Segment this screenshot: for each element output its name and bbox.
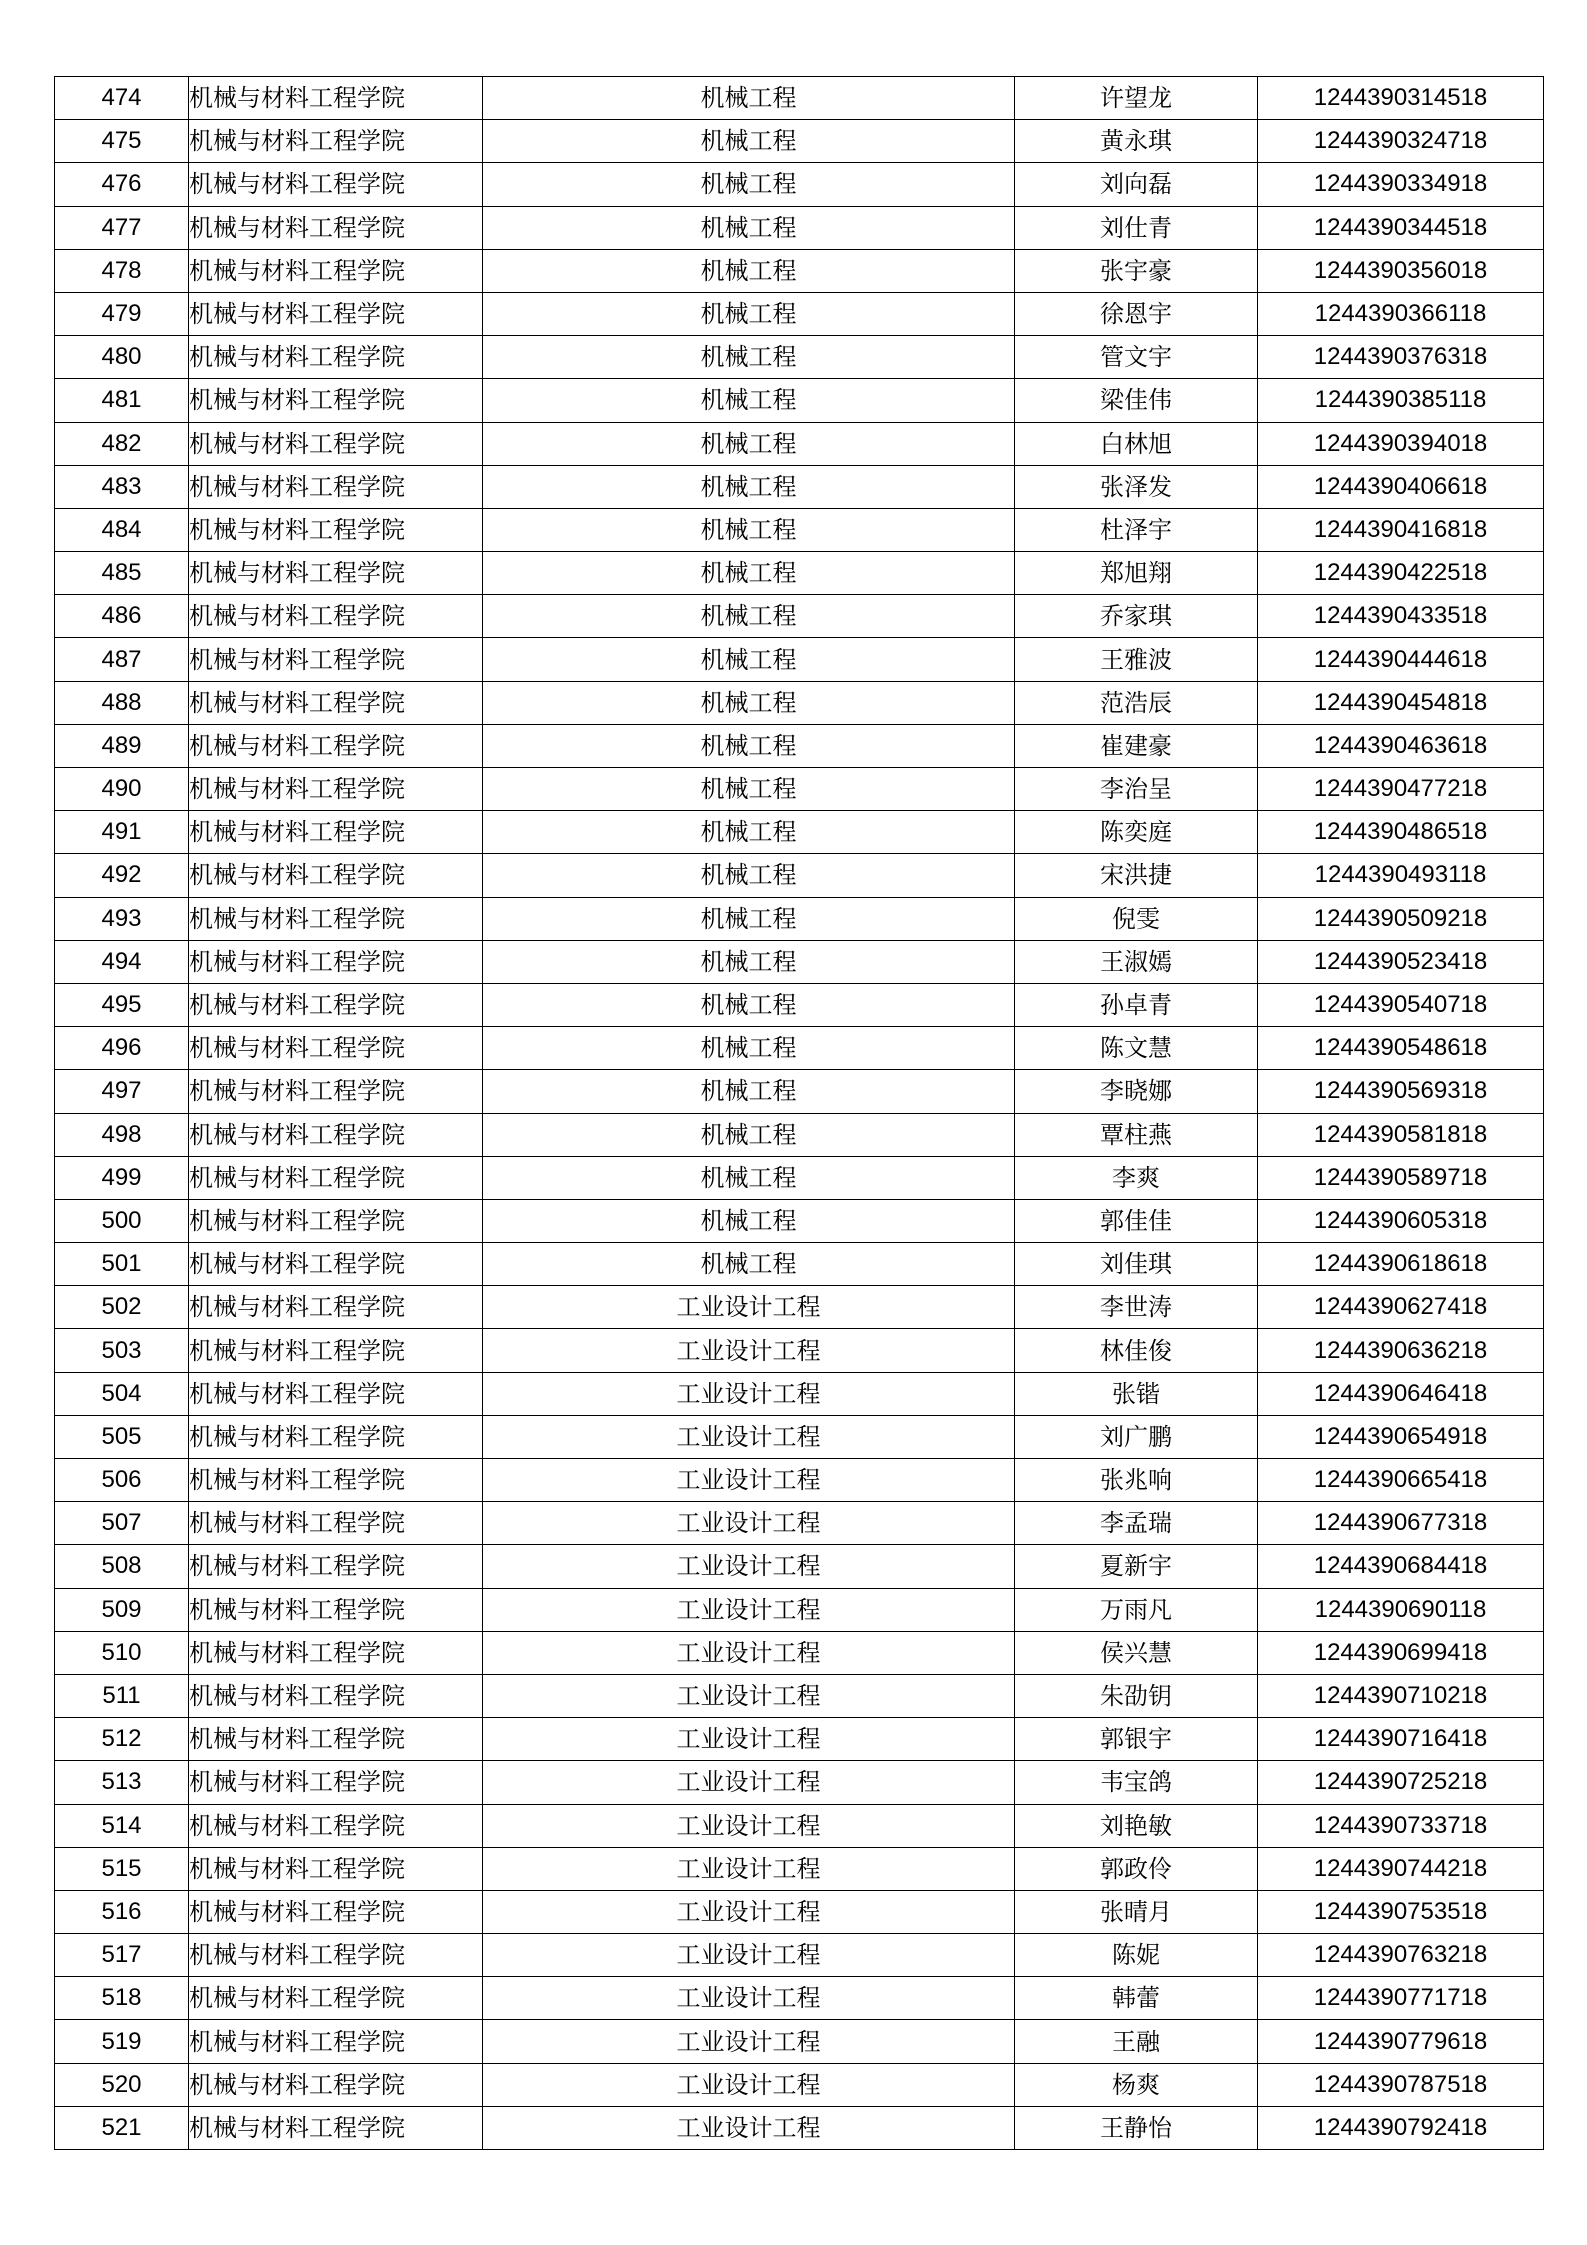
table-row: [55, 1070, 1544, 1113]
student-name-cell: 张晴月: [1015, 1890, 1258, 1933]
college-cell: 机械与材料工程学院: [189, 1804, 483, 1847]
college-cell: 机械与材料工程学院: [189, 1761, 483, 1804]
college-cell: 机械与材料工程学院: [189, 1199, 483, 1242]
college-cell: 机械与材料工程学院: [189, 1459, 483, 1502]
student-name-cell: 王淑嫣: [1015, 940, 1258, 983]
candidate-id-cell: 1244390744218: [1258, 1847, 1544, 1890]
table-row: [55, 638, 1544, 681]
student-name-cell: 王静怡: [1015, 2106, 1258, 2149]
student-name-cell: 朱劭钥: [1015, 1674, 1258, 1717]
row-number-cell: 502: [55, 1286, 189, 1329]
student-name-cell: 郭佳佳: [1015, 1199, 1258, 1242]
candidate-id-cell: 1244390636218: [1258, 1329, 1544, 1372]
student-name-cell: 韩蕾: [1015, 1977, 1258, 2020]
table-row: [55, 2106, 1544, 2149]
table-row: [55, 1804, 1544, 1847]
table-row: [55, 1674, 1544, 1717]
table-row: [55, 1027, 1544, 1070]
college-cell: 机械与材料工程学院: [189, 2106, 483, 2149]
table-row: [55, 940, 1544, 983]
candidate-id-cell: 1244390627418: [1258, 1286, 1544, 1329]
candidate-id-cell: 1244390684418: [1258, 1545, 1544, 1588]
student-name-cell: 陈妮: [1015, 1934, 1258, 1977]
row-number-cell: 500: [55, 1199, 189, 1242]
row-number-cell: 490: [55, 768, 189, 811]
table-row: [55, 2063, 1544, 2106]
candidate-id-cell: 1244390334918: [1258, 163, 1544, 206]
college-cell: 机械与材料工程学院: [189, 1977, 483, 2020]
major-cell: 工业设计工程: [483, 1847, 1015, 1890]
table-row: [55, 681, 1544, 724]
major-cell: 工业设计工程: [483, 1329, 1015, 1372]
college-cell: 机械与材料工程学院: [189, 206, 483, 249]
major-cell: 工业设计工程: [483, 2106, 1015, 2149]
candidate-id-cell: 1244390699418: [1258, 1631, 1544, 1674]
table-row: [55, 1847, 1544, 1890]
college-cell: 机械与材料工程学院: [189, 1415, 483, 1458]
college-cell: 机械与材料工程学院: [189, 1329, 483, 1372]
student-name-cell: 范浩辰: [1015, 681, 1258, 724]
college-cell: 机械与材料工程学院: [189, 854, 483, 897]
row-number-cell: 519: [55, 2020, 189, 2063]
candidate-id-cell: 1244390422518: [1258, 552, 1544, 595]
major-cell: 机械工程: [483, 811, 1015, 854]
row-number-cell: 496: [55, 1027, 189, 1070]
major-cell: 机械工程: [483, 724, 1015, 767]
candidate-id-cell: 1244390385118: [1258, 379, 1544, 422]
student-name-cell: 刘艳敏: [1015, 1804, 1258, 1847]
row-number-cell: 485: [55, 552, 189, 595]
row-number-cell: 492: [55, 854, 189, 897]
student-name-cell: 李晓娜: [1015, 1070, 1258, 1113]
major-cell: 机械工程: [483, 336, 1015, 379]
college-cell: 机械与材料工程学院: [189, 552, 483, 595]
college-cell: 机械与材料工程学院: [189, 1070, 483, 1113]
row-number-cell: 481: [55, 379, 189, 422]
candidate-id-cell: 1244390753518: [1258, 1890, 1544, 1933]
table-row: [55, 1934, 1544, 1977]
candidate-id-cell: 1244390618618: [1258, 1243, 1544, 1286]
candidate-id-cell: 1244390589718: [1258, 1156, 1544, 1199]
college-cell: 机械与材料工程学院: [189, 638, 483, 681]
student-name-cell: 王融: [1015, 2020, 1258, 2063]
major-cell: 机械工程: [483, 1243, 1015, 1286]
row-number-cell: 497: [55, 1070, 189, 1113]
student-name-cell: 万雨凡: [1015, 1588, 1258, 1631]
candidate-id-cell: 1244390779618: [1258, 2020, 1544, 2063]
major-cell: 工业设计工程: [483, 2063, 1015, 2106]
major-cell: 机械工程: [483, 595, 1015, 638]
college-cell: 机械与材料工程学院: [189, 1372, 483, 1415]
candidate-id-cell: 1244390646418: [1258, 1372, 1544, 1415]
major-cell: 机械工程: [483, 552, 1015, 595]
major-cell: 机械工程: [483, 897, 1015, 940]
major-cell: 机械工程: [483, 422, 1015, 465]
row-number-cell: 483: [55, 465, 189, 508]
student-name-cell: 刘广鹏: [1015, 1415, 1258, 1458]
student-name-cell: 倪雯: [1015, 897, 1258, 940]
table-row: [55, 768, 1544, 811]
college-cell: 机械与材料工程学院: [189, 422, 483, 465]
table-row: [55, 1761, 1544, 1804]
college-cell: 机械与材料工程学院: [189, 1502, 483, 1545]
candidate-id-cell: 1244390763218: [1258, 1934, 1544, 1977]
row-number-cell: 493: [55, 897, 189, 940]
college-cell: 机械与材料工程学院: [189, 77, 483, 120]
college-cell: 机械与材料工程学院: [189, 465, 483, 508]
table-row: [55, 508, 1544, 551]
major-cell: 工业设计工程: [483, 2020, 1015, 2063]
major-cell: 工业设计工程: [483, 1631, 1015, 1674]
major-cell: 工业设计工程: [483, 1718, 1015, 1761]
table-row: [55, 595, 1544, 638]
major-cell: 机械工程: [483, 1156, 1015, 1199]
table-row: [55, 163, 1544, 206]
candidate-id-cell: 1244390486518: [1258, 811, 1544, 854]
major-cell: 机械工程: [483, 465, 1015, 508]
student-name-cell: 刘仕青: [1015, 206, 1258, 249]
row-number-cell: 475: [55, 120, 189, 163]
roster-table: [54, 76, 1544, 2150]
student-name-cell: 杜泽宇: [1015, 508, 1258, 551]
table-row: [55, 811, 1544, 854]
row-number-cell: 488: [55, 681, 189, 724]
student-name-cell: 许望龙: [1015, 77, 1258, 120]
table-row: [55, 1372, 1544, 1415]
candidate-id-cell: 1244390463618: [1258, 724, 1544, 767]
table-row: [55, 2020, 1544, 2063]
college-cell: 机械与材料工程学院: [189, 768, 483, 811]
row-number-cell: 508: [55, 1545, 189, 1588]
major-cell: 机械工程: [483, 638, 1015, 681]
row-number-cell: 482: [55, 422, 189, 465]
candidate-id-cell: 1244390356018: [1258, 249, 1544, 292]
student-name-cell: 覃柱燕: [1015, 1113, 1258, 1156]
row-number-cell: 515: [55, 1847, 189, 1890]
candidate-id-cell: 1244390444618: [1258, 638, 1544, 681]
student-name-cell: 夏新宇: [1015, 1545, 1258, 1588]
major-cell: 机械工程: [483, 120, 1015, 163]
major-cell: 机械工程: [483, 292, 1015, 335]
major-cell: 工业设计工程: [483, 1674, 1015, 1717]
major-cell: 工业设计工程: [483, 1415, 1015, 1458]
major-cell: 机械工程: [483, 206, 1015, 249]
student-name-cell: 林佳俊: [1015, 1329, 1258, 1372]
row-number-cell: 491: [55, 811, 189, 854]
table-row: [55, 1329, 1544, 1372]
student-name-cell: 白林旭: [1015, 422, 1258, 465]
major-cell: 工业设计工程: [483, 1761, 1015, 1804]
row-number-cell: 494: [55, 940, 189, 983]
college-cell: 机械与材料工程学院: [189, 897, 483, 940]
row-number-cell: 484: [55, 508, 189, 551]
college-cell: 机械与材料工程学院: [189, 1588, 483, 1631]
table-row: [55, 120, 1544, 163]
candidate-id-cell: 1244390406618: [1258, 465, 1544, 508]
table-row: [55, 379, 1544, 422]
student-name-cell: 杨爽: [1015, 2063, 1258, 2106]
row-number-cell: 495: [55, 983, 189, 1026]
row-number-cell: 480: [55, 336, 189, 379]
college-cell: 机械与材料工程学院: [189, 379, 483, 422]
candidate-id-cell: 1244390376318: [1258, 336, 1544, 379]
candidate-id-cell: 1244390477218: [1258, 768, 1544, 811]
row-number-cell: 521: [55, 2106, 189, 2149]
major-cell: 机械工程: [483, 1027, 1015, 1070]
college-cell: 机械与材料工程学院: [189, 1156, 483, 1199]
college-cell: 机械与材料工程学院: [189, 724, 483, 767]
table-row: [55, 336, 1544, 379]
row-number-cell: 479: [55, 292, 189, 335]
row-number-cell: 507: [55, 1502, 189, 1545]
college-cell: 机械与材料工程学院: [189, 1027, 483, 1070]
row-number-cell: 474: [55, 77, 189, 120]
row-number-cell: 516: [55, 1890, 189, 1933]
major-cell: 机械工程: [483, 77, 1015, 120]
row-number-cell: 505: [55, 1415, 189, 1458]
candidate-id-cell: 1244390665418: [1258, 1459, 1544, 1502]
student-name-cell: 刘佳琪: [1015, 1243, 1258, 1286]
major-cell: 机械工程: [483, 854, 1015, 897]
student-name-cell: 崔建豪: [1015, 724, 1258, 767]
table-row: [55, 465, 1544, 508]
student-name-cell: 郭政伶: [1015, 1847, 1258, 1890]
candidate-id-cell: 1244390433518: [1258, 595, 1544, 638]
table-row: [55, 1545, 1544, 1588]
college-cell: 机械与材料工程学院: [189, 1286, 483, 1329]
candidate-id-cell: 1244390792418: [1258, 2106, 1544, 2149]
major-cell: 机械工程: [483, 940, 1015, 983]
college-cell: 机械与材料工程学院: [189, 1847, 483, 1890]
student-name-cell: 韦宝鸽: [1015, 1761, 1258, 1804]
major-cell: 工业设计工程: [483, 1459, 1015, 1502]
major-cell: 工业设计工程: [483, 1890, 1015, 1933]
major-cell: 机械工程: [483, 249, 1015, 292]
student-name-cell: 陈奕庭: [1015, 811, 1258, 854]
row-number-cell: 514: [55, 1804, 189, 1847]
row-number-cell: 506: [55, 1459, 189, 1502]
college-cell: 机械与材料工程学院: [189, 940, 483, 983]
major-cell: 工业设计工程: [483, 1977, 1015, 2020]
table-row: [55, 77, 1544, 120]
student-name-cell: 乔家琪: [1015, 595, 1258, 638]
major-cell: 机械工程: [483, 379, 1015, 422]
candidate-id-cell: 1244390493118: [1258, 854, 1544, 897]
candidate-id-cell: 1244390677318: [1258, 1502, 1544, 1545]
major-cell: 工业设计工程: [483, 1545, 1015, 1588]
candidate-id-cell: 1244390654918: [1258, 1415, 1544, 1458]
table-row: [55, 206, 1544, 249]
candidate-id-cell: 1244390366118: [1258, 292, 1544, 335]
major-cell: 机械工程: [483, 1070, 1015, 1113]
row-number-cell: 489: [55, 724, 189, 767]
major-cell: 机械工程: [483, 1113, 1015, 1156]
student-name-cell: 陈文慧: [1015, 1027, 1258, 1070]
major-cell: 机械工程: [483, 1199, 1015, 1242]
table-row: [55, 1977, 1544, 2020]
row-number-cell: 501: [55, 1243, 189, 1286]
college-cell: 机械与材料工程学院: [189, 1631, 483, 1674]
candidate-id-cell: 1244390581818: [1258, 1113, 1544, 1156]
major-cell: 工业设计工程: [483, 1804, 1015, 1847]
college-cell: 机械与材料工程学院: [189, 120, 483, 163]
college-cell: 机械与材料工程学院: [189, 1934, 483, 1977]
college-cell: 机械与材料工程学院: [189, 292, 483, 335]
major-cell: 工业设计工程: [483, 1286, 1015, 1329]
college-cell: 机械与材料工程学院: [189, 1674, 483, 1717]
major-cell: 工业设计工程: [483, 1934, 1015, 1977]
student-name-cell: 侯兴慧: [1015, 1631, 1258, 1674]
major-cell: 工业设计工程: [483, 1588, 1015, 1631]
student-name-cell: 黄永琪: [1015, 120, 1258, 163]
candidate-id-cell: 1244390314518: [1258, 77, 1544, 120]
candidate-id-cell: 1244390716418: [1258, 1718, 1544, 1761]
table-row: [55, 1243, 1544, 1286]
student-name-cell: 郑旭翔: [1015, 552, 1258, 595]
table-row: [55, 983, 1544, 1026]
student-name-cell: 梁佳伟: [1015, 379, 1258, 422]
row-number-cell: 503: [55, 1329, 189, 1372]
student-name-cell: 徐恩宇: [1015, 292, 1258, 335]
row-number-cell: 520: [55, 2063, 189, 2106]
table-row: [55, 1199, 1544, 1242]
table-row: [55, 854, 1544, 897]
major-cell: 工业设计工程: [483, 1502, 1015, 1545]
major-cell: 机械工程: [483, 983, 1015, 1026]
college-cell: 机械与材料工程学院: [189, 1113, 483, 1156]
row-number-cell: 477: [55, 206, 189, 249]
row-number-cell: 504: [55, 1372, 189, 1415]
candidate-id-cell: 1244390540718: [1258, 983, 1544, 1026]
table-row: [55, 1718, 1544, 1761]
table-row: [55, 1502, 1544, 1545]
row-number-cell: 487: [55, 638, 189, 681]
college-cell: 机械与材料工程学院: [189, 595, 483, 638]
college-cell: 机械与材料工程学院: [189, 1243, 483, 1286]
student-name-cell: 郭银宇: [1015, 1718, 1258, 1761]
row-number-cell: 511: [55, 1674, 189, 1717]
candidate-id-cell: 1244390569318: [1258, 1070, 1544, 1113]
student-name-cell: 李治呈: [1015, 768, 1258, 811]
row-number-cell: 510: [55, 1631, 189, 1674]
college-cell: 机械与材料工程学院: [189, 681, 483, 724]
student-name-cell: 李孟瑞: [1015, 1502, 1258, 1545]
student-name-cell: 刘向磊: [1015, 163, 1258, 206]
student-name-cell: 王雅波: [1015, 638, 1258, 681]
table-row: [55, 422, 1544, 465]
table-row: [55, 1286, 1544, 1329]
candidate-id-cell: 1244390710218: [1258, 1674, 1544, 1717]
table-row: [55, 897, 1544, 940]
major-cell: 机械工程: [483, 768, 1015, 811]
row-number-cell: 518: [55, 1977, 189, 2020]
table-row: [55, 552, 1544, 595]
row-number-cell: 513: [55, 1761, 189, 1804]
candidate-id-cell: 1244390548618: [1258, 1027, 1544, 1070]
college-cell: 机械与材料工程学院: [189, 249, 483, 292]
college-cell: 机械与材料工程学院: [189, 1718, 483, 1761]
candidate-id-cell: 1244390523418: [1258, 940, 1544, 983]
document-page: [54, 76, 1543, 2150]
table-row: [55, 1890, 1544, 1933]
row-number-cell: 498: [55, 1113, 189, 1156]
table-row: [55, 724, 1544, 767]
candidate-id-cell: 1244390416818: [1258, 508, 1544, 551]
candidate-id-cell: 1244390344518: [1258, 206, 1544, 249]
candidate-id-cell: 1244390787518: [1258, 2063, 1544, 2106]
row-number-cell: 517: [55, 1934, 189, 1977]
college-cell: 机械与材料工程学院: [189, 1890, 483, 1933]
major-cell: 机械工程: [483, 163, 1015, 206]
table-row: [55, 1156, 1544, 1199]
major-cell: 机械工程: [483, 508, 1015, 551]
table-row: [55, 249, 1544, 292]
college-cell: 机械与材料工程学院: [189, 2063, 483, 2106]
table-row: [55, 1113, 1544, 1156]
student-name-cell: 孙卓青: [1015, 983, 1258, 1026]
roster-table-body: [55, 77, 1544, 2150]
candidate-id-cell: 1244390324718: [1258, 120, 1544, 163]
college-cell: 机械与材料工程学院: [189, 2020, 483, 2063]
student-name-cell: 张兆响: [1015, 1459, 1258, 1502]
major-cell: 工业设计工程: [483, 1372, 1015, 1415]
candidate-id-cell: 1244390454818: [1258, 681, 1544, 724]
row-number-cell: 512: [55, 1718, 189, 1761]
candidate-id-cell: 1244390690118: [1258, 1588, 1544, 1631]
candidate-id-cell: 1244390509218: [1258, 897, 1544, 940]
table-row: [55, 1588, 1544, 1631]
candidate-id-cell: 1244390605318: [1258, 1199, 1544, 1242]
college-cell: 机械与材料工程学院: [189, 508, 483, 551]
row-number-cell: 499: [55, 1156, 189, 1199]
college-cell: 机械与材料工程学院: [189, 811, 483, 854]
row-number-cell: 486: [55, 595, 189, 638]
candidate-id-cell: 1244390733718: [1258, 1804, 1544, 1847]
student-name-cell: 张泽发: [1015, 465, 1258, 508]
row-number-cell: 478: [55, 249, 189, 292]
row-number-cell: 476: [55, 163, 189, 206]
candidate-id-cell: 1244390771718: [1258, 1977, 1544, 2020]
candidate-id-cell: 1244390725218: [1258, 1761, 1544, 1804]
student-name-cell: 李世涛: [1015, 1286, 1258, 1329]
table-row: [55, 1631, 1544, 1674]
college-cell: 机械与材料工程学院: [189, 983, 483, 1026]
row-number-cell: 509: [55, 1588, 189, 1631]
student-name-cell: 宋洪捷: [1015, 854, 1258, 897]
student-name-cell: 张宇豪: [1015, 249, 1258, 292]
table-row: [55, 1415, 1544, 1458]
student-name-cell: 张锴: [1015, 1372, 1258, 1415]
table-row: [55, 292, 1544, 335]
student-name-cell: 管文宇: [1015, 336, 1258, 379]
college-cell: 机械与材料工程学院: [189, 336, 483, 379]
college-cell: 机械与材料工程学院: [189, 163, 483, 206]
table-row: [55, 1459, 1544, 1502]
major-cell: 机械工程: [483, 681, 1015, 724]
college-cell: 机械与材料工程学院: [189, 1545, 483, 1588]
student-name-cell: 李爽: [1015, 1156, 1258, 1199]
candidate-id-cell: 1244390394018: [1258, 422, 1544, 465]
